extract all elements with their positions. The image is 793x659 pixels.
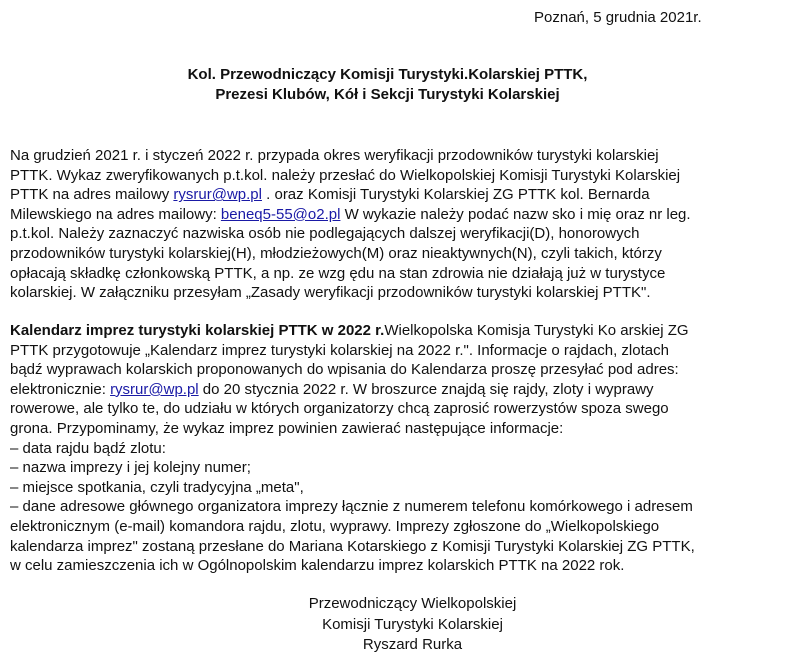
paragraph-line bbox=[10, 321, 790, 341]
paragraph-line: opłacają składkę członkowską PTTK, a np. ze wzg ędu na stan zdrowia nie działają już w turystyce bbox=[10, 264, 666, 282]
paragraph-line: kalendarza imprez" zostaną przesłane do Mariana Kotarskiego z Komisji Turystyki Kolarskiej ZG PTTK, bbox=[10, 537, 695, 555]
paragraph-text: Wielkopolska Komisja Turystyki Ko arskiej ZG bbox=[384, 322, 689, 339]
list-item: – nazwa imprezy i jej kolejny numer; bbox=[10, 459, 251, 477]
email-link-rysrur-calendar[interactable]: rysrur@wp.pl bbox=[110, 380, 199, 398]
signature-name: Ryszard Rurka bbox=[362, 636, 463, 653]
letter-date: Poznań, 5 grudnia 2021r. bbox=[534, 9, 702, 26]
signature-block bbox=[0, 594, 793, 656]
verification-paragraph bbox=[10, 146, 790, 303]
paragraph-text: W wykazie należy podać nazw sko i mię oraz nr leg. bbox=[340, 205, 691, 223]
paragraph-text: PTTK na adres mailowy bbox=[10, 186, 174, 204]
paragraph-line: PTTK przygotowuje „Kalendarz imprez turystyki kolarskiej na 2022 r.". Informacje o rajdach, zlotach bbox=[10, 341, 669, 359]
signature-line-2: Komisji Turystyki Kolarskiej bbox=[322, 615, 503, 633]
paragraph-text: . oraz Komisji Turystyki Kolarskiej ZG PTTK kol. Bernarda bbox=[261, 186, 650, 204]
paragraph-line bbox=[10, 205, 790, 225]
paragraph-line: kolarskiej. W załączniku przesyłam „Zasady weryfikacji przodowników turystyki kolarskiej PTTK". bbox=[10, 284, 651, 302]
paragraph-text: do 20 stycznia 2022 r. W broszurce znajdą się rajdy, zloty i wyprawy bbox=[198, 380, 654, 398]
list-item: – data rajdu bądź zlotu: bbox=[10, 439, 166, 457]
email-link-beneq[interactable]: beneq5-55@o2.pl bbox=[220, 205, 341, 223]
list-item: – dane adresowe głównego organizatora imprezy łącznie z numerem telefonu komórkowego i adresem bbox=[10, 498, 693, 516]
addressee-line-1: Kol. Przewodniczący Komisji Turystyki.Kolarskiej PTTK, bbox=[187, 66, 588, 83]
paragraph-line: PTTK. Wykaz zweryfikowanych p.t.kol. należy przesłać do Wielkopolskiej Komisji Turystyki Kolarskiej bbox=[10, 166, 681, 184]
paragraph-line: elektronicznym (e-mail) komandora rajdu, zlotu, wyprawy. Imprezy zgłoszone do „Wielkopolskiego bbox=[10, 517, 660, 535]
paragraph-line: bądź wyprawach kolarskich proponowanych do wpisania do Kalendarza proszę przesyłać pod adres: bbox=[10, 361, 679, 379]
paragraph-line: rowerowe, ale tylko te, do udziału w których organizatorzy chcą zaprosić rowerzystów spoza swego bbox=[10, 400, 669, 418]
paragraph-line: p.t.kol. Należy zaznaczyć nazwiska osób nie podlegających dalszej weryfikacji(D), honorowych bbox=[10, 225, 640, 243]
calendar-paragraph bbox=[10, 321, 790, 576]
paragraph-line: przodowników turystyki kolarskiej(H), młodzieżowych(M) oraz nieaktywnych(N), czyli takich, którzy bbox=[10, 244, 662, 262]
addressee-block bbox=[0, 65, 793, 105]
calendar-heading: Kalendarz imprez turystyki kolarskiej PTTK w 2022 r. bbox=[10, 322, 385, 339]
paragraph-line bbox=[10, 380, 790, 400]
email-link-rysrur[interactable]: rysrur@wp.pl bbox=[173, 186, 262, 204]
list-item: – miejsce spotkania, czyli tradycyjna „meta", bbox=[10, 478, 304, 496]
paragraph-line: w celu zamieszczenia ich w Ogólnopolskim kalendarzu imprez kolarskich PTTK na 2022 rok. bbox=[10, 557, 625, 575]
paragraph-line bbox=[10, 185, 790, 205]
paragraph-line: Na grudzień 2021 r. i styczeń 2022 r. przypada okres weryfikacji przodowników turystyki kolarskiej bbox=[10, 147, 659, 164]
paragraph-line: grona. Przypominamy, że wykaz imprez powinien zawierać następujące informacje: bbox=[10, 419, 564, 437]
addressee-line-2: Prezesi Klubów, Kół i Sekcji Turystyki Kolarskiej bbox=[215, 86, 560, 103]
paragraph-text: elektronicznie: bbox=[10, 380, 111, 398]
paragraph-text: Milewskiego na adres mailowy: bbox=[10, 205, 221, 223]
signature-line-1: Przewodniczący Wielkopolskiej bbox=[308, 595, 517, 612]
